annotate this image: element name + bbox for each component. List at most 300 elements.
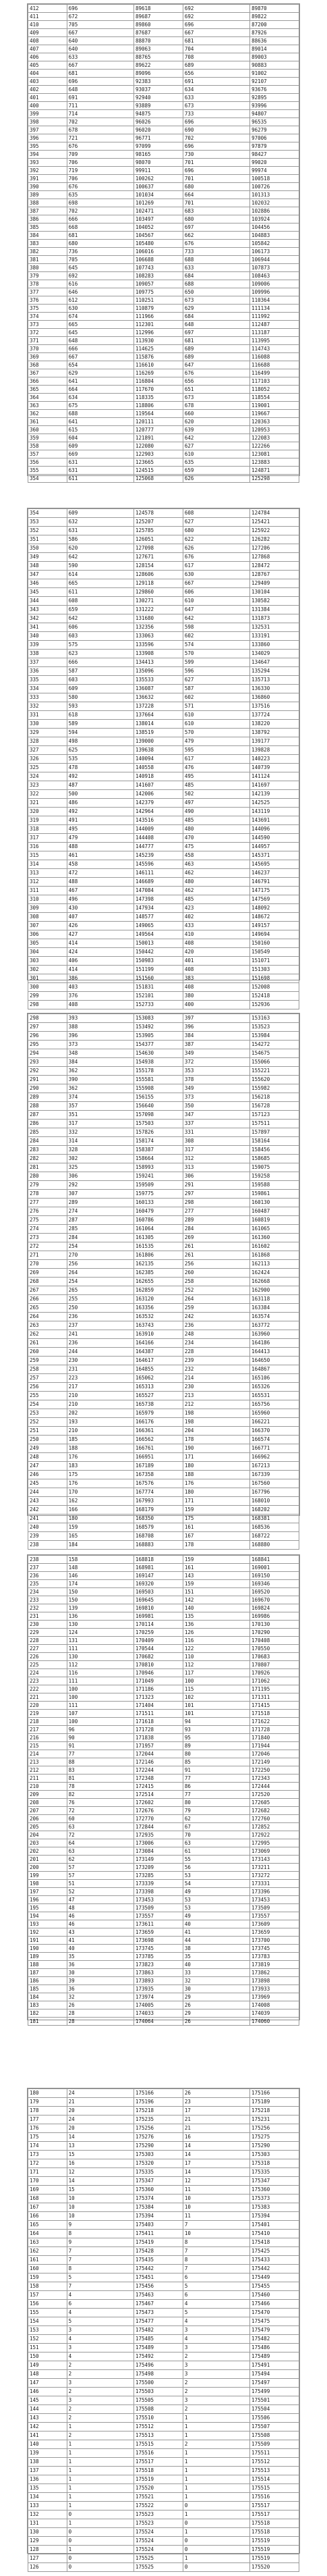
value-a-cell: 13 — [67, 2142, 133, 2151]
rank-cell: 222 — [28, 1685, 67, 1693]
rank-cell: 195 — [28, 1904, 67, 1912]
cumulative-b-cell: 175519 — [250, 2537, 299, 2546]
table-row — [28, 1251, 299, 1260]
value-b-cell: 463 — [183, 860, 249, 869]
value-b-cell: 599 — [183, 658, 249, 667]
cumulative-b-cell: 166370 — [250, 1427, 299, 1436]
table-row — [28, 305, 299, 313]
cumulative-b-cell: 144096 — [250, 825, 299, 834]
cumulative-a-cell: 168818 — [133, 1556, 183, 1564]
cumulative-a-cell: 110251 — [133, 296, 183, 305]
rank-cell: 340 — [28, 632, 67, 641]
value-b-cell: 30 — [183, 1985, 249, 1993]
cumulative-a-cell: 175518 — [133, 2467, 183, 2475]
value-a-cell: 193 — [67, 1418, 133, 1427]
cumulative-a-cell: 109057 — [133, 280, 183, 288]
rank-cell: 331 — [28, 711, 67, 720]
table-row — [28, 2159, 299, 2168]
rank-cell: 274 — [28, 1225, 67, 1234]
cumulative-a-cell: 96771 — [133, 134, 183, 142]
table-row — [28, 1286, 299, 1295]
table-row — [28, 2361, 299, 2370]
value-a-cell: 76 — [67, 1799, 133, 1807]
table-row — [28, 2423, 299, 2432]
table-row — [28, 737, 299, 746]
value-a-cell: 593 — [67, 702, 133, 711]
cumulative-a-cell: 140094 — [133, 755, 183, 764]
cumulative-b-cell: 111992 — [250, 313, 299, 321]
cumulative-b-cell: 175460 — [250, 2291, 299, 2300]
cumulative-b-cell: 134647 — [250, 658, 299, 667]
table-row — [28, 2265, 299, 2273]
table-row — [28, 1985, 299, 1993]
value-a-cell: 609 — [67, 442, 133, 450]
cumulative-b-cell: 164867 — [250, 1365, 299, 1374]
value-a-cell: 351 — [67, 1111, 133, 1120]
cumulative-a-cell: 96020 — [133, 126, 183, 134]
value-a-cell: 362 — [67, 1084, 133, 1093]
cumulative-a-cell: 175524 — [133, 2537, 183, 2546]
value-a-cell: 46 — [67, 1920, 133, 1928]
rank-cell: 171 — [28, 2168, 67, 2177]
value-a-cell: 287 — [67, 1216, 133, 1225]
cumulative-b-cell: 165960 — [250, 1409, 299, 1418]
rank-cell: 329 — [28, 729, 67, 737]
value-a-cell: 265 — [67, 1286, 133, 1295]
value-a-cell: 230 — [67, 1357, 133, 1365]
value-a-cell: 175 — [67, 1471, 133, 1479]
value-b-cell: 234 — [183, 1339, 249, 1348]
cumulative-a-cell: 173823 — [133, 1961, 183, 1969]
data-table — [28, 508, 299, 1009]
table-row — [28, 2273, 299, 2282]
value-b-cell: 167 — [183, 1532, 249, 1541]
value-b-cell: 261 — [183, 1242, 249, 1251]
cumulative-b-cell: 102032 — [250, 199, 299, 207]
value-b-cell: 14 — [183, 2168, 249, 2177]
rank-cell: 130 — [28, 2528, 67, 2537]
cumulative-b-cell: 119667 — [250, 410, 299, 418]
table-section-2 — [27, 508, 300, 1007]
cumulative-a-cell: 153083 — [133, 1014, 183, 1023]
value-a-cell: 270 — [67, 1251, 133, 1260]
value-a-cell: 39 — [67, 1977, 133, 1985]
cumulative-b-cell: 87200 — [250, 21, 299, 29]
value-a-cell: 202 — [67, 1409, 133, 1418]
rank-cell: 327 — [28, 746, 67, 755]
table-row — [28, 2414, 299, 2423]
value-b-cell: 8 — [183, 2238, 249, 2247]
cumulative-b-cell: 174039 — [250, 2009, 299, 2018]
cumulative-b-cell: 96535 — [250, 118, 299, 126]
value-b-cell: 571 — [183, 702, 249, 711]
table-row — [28, 2467, 299, 2475]
cumulative-a-cell: 175218 — [133, 2107, 183, 2115]
cumulative-a-cell: 170114 — [133, 1621, 183, 1629]
value-a-cell: 30 — [67, 1969, 133, 1977]
value-a-cell: 640 — [67, 45, 133, 53]
cumulative-a-cell: 101034 — [133, 191, 183, 199]
cumulative-a-cell: 175513 — [133, 2432, 183, 2440]
cumulative-a-cell: 89096 — [133, 70, 183, 78]
table-row — [28, 1295, 299, 1304]
cumulative-a-cell: 169645 — [133, 1596, 183, 1604]
cumulative-b-cell: 166771 — [250, 1444, 299, 1453]
cumulative-b-cell: 131384 — [250, 606, 299, 614]
cumulative-a-cell: 101269 — [133, 199, 183, 207]
value-a-cell: 166 — [67, 1506, 133, 1515]
table-row — [28, 1645, 299, 1653]
table-row — [28, 29, 299, 37]
value-b-cell: 49 — [183, 1888, 249, 1896]
table-row — [28, 1685, 299, 1693]
value-a-cell: 159 — [67, 1523, 133, 1532]
rank-cell: 220 — [28, 1702, 67, 1710]
cumulative-b-cell: 118554 — [250, 394, 299, 402]
value-a-cell: 666 — [67, 658, 133, 667]
value-a-cell: 427 — [67, 930, 133, 939]
rank-cell: 275 — [28, 1216, 67, 1225]
value-b-cell: 140 — [183, 1604, 249, 1612]
rank-cell: 401 — [28, 94, 67, 102]
cumulative-a-cell: 173863 — [133, 1969, 183, 1977]
value-a-cell: 407 — [67, 913, 133, 922]
value-b-cell: 627 — [183, 518, 249, 527]
value-a-cell: 491 — [67, 816, 133, 825]
table-row — [28, 1702, 299, 1710]
value-b-cell: 29 — [183, 1993, 249, 2001]
cumulative-a-cell: 175477 — [133, 2317, 183, 2326]
table-row — [28, 102, 299, 110]
cumulative-b-cell: 162900 — [250, 1286, 299, 1295]
table-row — [28, 2001, 299, 2009]
rank-cell: 266 — [28, 1295, 67, 1304]
value-b-cell: 248 — [183, 1330, 249, 1339]
cumulative-b-cell: 157123 — [250, 1111, 299, 1120]
cumulative-b-cell: 171840 — [250, 1734, 299, 1742]
value-a-cell: 611 — [67, 588, 133, 597]
cumulative-b-cell: 175275 — [250, 2133, 299, 2142]
cumulative-b-cell: 175520 — [250, 2563, 299, 2572]
cumulative-b-cell: 106944 — [250, 256, 299, 264]
table-row — [28, 1847, 299, 1856]
table-row — [28, 1831, 299, 1839]
rank-cell: 253 — [28, 1409, 67, 1418]
table-row — [28, 1969, 299, 1977]
cumulative-b-cell: 168722 — [250, 1532, 299, 1541]
cumulative-b-cell: 125421 — [250, 518, 299, 527]
value-b-cell: 476 — [183, 764, 249, 772]
value-b-cell: 617 — [183, 755, 249, 764]
cumulative-b-cell: 138792 — [250, 729, 299, 737]
rank-cell: 194 — [28, 1912, 67, 1920]
rank-cell: 394 — [28, 151, 67, 159]
value-b-cell: 2 — [183, 2405, 249, 2414]
table-row — [28, 2291, 299, 2300]
cumulative-a-cell: 165738 — [133, 1400, 183, 1409]
cumulative-a-cell: 163356 — [133, 1304, 183, 1313]
table-row — [28, 2546, 299, 2554]
table-row — [28, 224, 299, 232]
cumulative-a-cell: 128606 — [133, 571, 183, 579]
table-row — [28, 913, 299, 922]
cumulative-a-cell: 162859 — [133, 1286, 183, 1295]
rank-cell: 338 — [28, 650, 67, 658]
table-row — [28, 641, 299, 650]
cumulative-a-cell: 145596 — [133, 860, 183, 869]
cumulative-b-cell: 168381 — [250, 1515, 299, 1523]
table-row — [28, 509, 299, 518]
value-b-cell: 480 — [183, 825, 249, 834]
cumulative-b-cell: 170550 — [250, 1645, 299, 1653]
value-b-cell: 1 — [183, 2432, 249, 2440]
cumulative-b-cell: 173453 — [250, 1896, 299, 1904]
value-b-cell: 479 — [183, 737, 249, 746]
cumulative-a-cell: 161064 — [133, 1225, 183, 1234]
rank-cell: 138 — [28, 2458, 67, 2467]
cumulative-b-cell: 109006 — [250, 280, 299, 288]
cumulative-b-cell: 98427 — [250, 151, 299, 159]
cumulative-b-cell: 146237 — [250, 869, 299, 878]
value-b-cell: 190 — [183, 1444, 249, 1453]
cumulative-a-cell: 163743 — [133, 1321, 183, 1330]
rank-cell: 360 — [28, 426, 67, 434]
cumulative-b-cell: 175373 — [250, 2194, 299, 2203]
value-b-cell: 701 — [183, 199, 249, 207]
cumulative-b-cell: 165106 — [250, 1374, 299, 1383]
table-row — [28, 1023, 299, 1032]
rank-cell: 148 — [28, 2370, 67, 2379]
cumulative-a-cell: 112301 — [133, 321, 183, 329]
cumulative-b-cell: 114743 — [250, 345, 299, 353]
cumulative-b-cell: 175290 — [250, 2142, 299, 2151]
value-a-cell: 231 — [67, 1365, 133, 1374]
cumulative-b-cell: 156728 — [250, 1102, 299, 1111]
rank-cell: 370 — [28, 345, 67, 353]
value-a-cell: 107 — [67, 1710, 133, 1718]
value-b-cell: 313 — [183, 1163, 249, 1172]
value-b-cell: 3 — [183, 2370, 249, 2379]
table-row — [28, 1111, 299, 1120]
table-row — [28, 904, 299, 913]
table-row — [28, 361, 299, 369]
table-row — [28, 1823, 299, 1831]
rank-cell: 390 — [28, 183, 67, 191]
value-b-cell: 667 — [183, 29, 249, 37]
value-b-cell: 475 — [183, 843, 249, 851]
value-a-cell: 10 — [67, 2212, 133, 2221]
value-b-cell: 188 — [183, 1471, 249, 1479]
cumulative-b-cell: 137516 — [250, 702, 299, 711]
value-a-cell: 2 — [67, 2414, 133, 2423]
cumulative-b-cell: 175519 — [250, 2546, 299, 2554]
value-b-cell: 349 — [183, 1049, 249, 1058]
value-a-cell: 241 — [67, 1330, 133, 1339]
value-a-cell: 180 — [67, 1515, 133, 1523]
value-b-cell: 697 — [183, 329, 249, 337]
table-row — [28, 1604, 299, 1612]
value-b-cell: 470 — [183, 834, 249, 843]
rank-cell: 268 — [28, 1278, 67, 1286]
cumulative-a-cell: 175256 — [133, 2124, 183, 2133]
cumulative-a-cell: 159509 — [133, 1181, 183, 1190]
rank-cell: 246 — [28, 1471, 67, 1479]
value-b-cell: 161 — [183, 1523, 249, 1532]
cumulative-a-cell: 116610 — [133, 361, 183, 369]
cumulative-b-cell: 175517 — [250, 2511, 299, 2519]
cumulative-a-cell: 171728 — [133, 1726, 183, 1734]
value-a-cell: 210 — [67, 1427, 133, 1436]
table-row — [28, 1357, 299, 1365]
value-a-cell: 681 — [67, 70, 133, 78]
cumulative-a-cell: 175508 — [133, 2405, 183, 2414]
table-row — [28, 535, 299, 544]
table-row — [28, 1462, 299, 1471]
table-row — [28, 110, 299, 118]
value-a-cell: 373 — [67, 1041, 133, 1049]
table-row — [28, 2554, 299, 2563]
cumulative-b-cell: 127206 — [250, 544, 299, 553]
table-row — [28, 321, 299, 329]
value-b-cell: 0 — [183, 2546, 249, 2554]
table-row — [28, 2511, 299, 2519]
cumulative-a-cell: 145239 — [133, 851, 183, 860]
cumulative-b-cell: 104883 — [250, 232, 299, 240]
rank-cell: 282 — [28, 1155, 67, 1163]
cumulative-b-cell: 149157 — [250, 922, 299, 930]
value-a-cell: 111 — [67, 1645, 133, 1653]
value-a-cell: 10 — [67, 2194, 133, 2203]
cumulative-b-cell: 133860 — [250, 641, 299, 650]
value-a-cell: 83 — [67, 1766, 133, 1775]
cumulative-b-cell: 119001 — [250, 402, 299, 410]
value-a-cell: 0 — [67, 2537, 133, 2546]
value-b-cell: 676 — [183, 553, 249, 562]
value-b-cell: 175 — [183, 1515, 249, 1523]
table-row — [28, 1629, 299, 1637]
rank-cell: 145 — [28, 2396, 67, 2405]
rank-cell: 131 — [28, 2519, 67, 2528]
table-row — [28, 1278, 299, 1286]
value-b-cell: 1 — [183, 2484, 249, 2493]
cumulative-a-cell: 175515 — [133, 2440, 183, 2449]
value-b-cell: 730 — [183, 151, 249, 159]
value-b-cell: 626 — [183, 475, 249, 483]
cumulative-b-cell: 152418 — [250, 992, 299, 1001]
cumulative-b-cell: 134029 — [250, 650, 299, 658]
value-a-cell: 696 — [67, 5, 133, 13]
table-row — [28, 256, 299, 264]
table-row — [28, 345, 299, 353]
value-b-cell: 495 — [183, 772, 249, 781]
table-row — [28, 1234, 299, 1242]
value-a-cell: 15 — [67, 2151, 133, 2159]
table-row — [28, 1839, 299, 1847]
cumulative-a-cell: 175473 — [133, 2309, 183, 2317]
cumulative-b-cell: 112487 — [250, 321, 299, 329]
value-b-cell: 701 — [183, 175, 249, 183]
rank-cell: 196 — [28, 1896, 67, 1904]
cumulative-a-cell: 154377 — [133, 1041, 183, 1049]
cumulative-a-cell: 167774 — [133, 1488, 183, 1497]
rank-cell: 398 — [28, 118, 67, 126]
value-a-cell: 254 — [67, 1242, 133, 1251]
value-b-cell: 617 — [183, 562, 249, 571]
cumulative-a-cell: 152733 — [133, 1001, 183, 1009]
cumulative-b-cell: 172760 — [250, 1815, 299, 1823]
rank-cell: 147 — [28, 2379, 67, 2388]
value-b-cell: 232 — [183, 1365, 249, 1374]
value-b-cell: 383 — [183, 974, 249, 983]
value-b-cell: 0 — [183, 2537, 249, 2546]
cumulative-b-cell: 175513 — [250, 2467, 299, 2475]
cumulative-a-cell: 155908 — [133, 1084, 183, 1093]
rank-cell: 127 — [28, 2554, 67, 2563]
rank-cell: 252 — [28, 1418, 67, 1427]
cumulative-b-cell: 124871 — [250, 467, 299, 475]
rank-cell: 254 — [28, 1400, 67, 1409]
cumulative-b-cell: 169824 — [250, 1604, 299, 1612]
cumulative-a-cell: 160786 — [133, 1216, 183, 1225]
cumulative-a-cell: 168981 — [133, 1564, 183, 1572]
cumulative-b-cell: 172922 — [250, 1831, 299, 1839]
table-row — [28, 1953, 299, 1961]
rank-cell: 156 — [28, 2300, 67, 2309]
cumulative-b-cell: 175360 — [250, 2186, 299, 2194]
value-a-cell: 632 — [67, 518, 133, 527]
table-row — [28, 799, 299, 808]
table-row — [28, 816, 299, 825]
cumulative-a-cell: 163120 — [133, 1295, 183, 1304]
value-a-cell: 666 — [67, 345, 133, 353]
value-b-cell: 5 — [183, 2282, 249, 2291]
cumulative-a-cell: 172770 — [133, 1815, 183, 1823]
value-b-cell: 708 — [183, 53, 249, 61]
value-a-cell: 63 — [67, 1823, 133, 1831]
cumulative-b-cell: 153523 — [250, 1023, 299, 1032]
cumulative-a-cell: 128154 — [133, 562, 183, 571]
value-b-cell: 680 — [183, 215, 249, 224]
value-b-cell: 656 — [183, 70, 249, 78]
rank-cell: 228 — [28, 1637, 67, 1645]
rank-cell: 411 — [28, 13, 67, 21]
table-row — [28, 1049, 299, 1058]
table-row — [28, 2432, 299, 2440]
value-b-cell: 673 — [183, 394, 249, 402]
rank-cell: 313 — [28, 869, 67, 878]
value-a-cell: 709 — [67, 151, 133, 159]
cumulative-b-cell: 123883 — [250, 458, 299, 467]
rank-cell: 335 — [28, 676, 67, 685]
value-b-cell: 306 — [183, 1172, 249, 1181]
value-b-cell: 2 — [183, 2379, 249, 2388]
cumulative-b-cell: 157511 — [250, 1120, 299, 1128]
table-row — [28, 1181, 299, 1190]
cumulative-a-cell: 173285 — [133, 1872, 183, 1880]
rank-cell: 379 — [28, 272, 67, 280]
value-b-cell: 56 — [183, 1864, 249, 1872]
rank-cell: 354 — [28, 509, 67, 518]
cumulative-b-cell: 151303 — [250, 966, 299, 974]
rank-cell: 405 — [28, 61, 67, 70]
value-a-cell: 185 — [67, 1436, 133, 1444]
cumulative-b-cell: 154675 — [250, 1049, 299, 1058]
value-a-cell: 6 — [67, 2300, 133, 2309]
cumulative-b-cell: 132531 — [250, 623, 299, 632]
cumulative-a-cell: 98165 — [133, 151, 183, 159]
rank-cell: 397 — [28, 126, 67, 134]
value-a-cell: 403 — [67, 983, 133, 992]
